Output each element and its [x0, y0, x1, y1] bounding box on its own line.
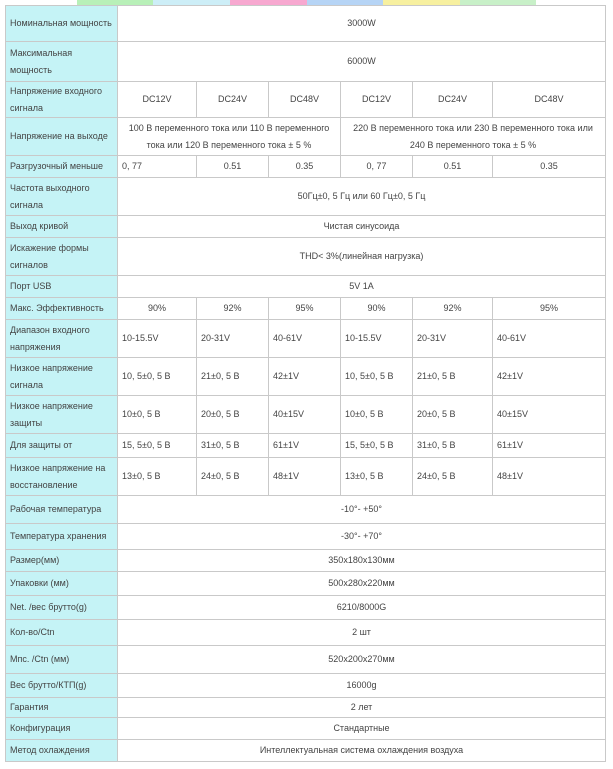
table-row — [6, 718, 606, 740]
cell-value: 10, 5±0, 5 В — [341, 358, 413, 396]
row-label: Макс. Эффективность — [6, 298, 118, 320]
row-label: Напряжение на выходе — [6, 118, 118, 156]
table-row — [6, 620, 606, 646]
cell-value: 20±0, 5 В — [413, 396, 493, 434]
cell-value: 15, 5±0, 5 В — [341, 434, 413, 458]
cell-value: 15, 5±0, 5 В — [118, 434, 197, 458]
row-value: 3000W — [118, 6, 606, 42]
cell-value: 20±0, 5 В — [197, 396, 269, 434]
cell-value: 10-15.5V — [118, 320, 197, 358]
table-row — [6, 550, 606, 572]
row-value: Интеллектуальная система охлаждения воздуха — [118, 740, 606, 762]
cell-value: 61±1V — [493, 434, 606, 458]
cell-value: 61±1V — [269, 434, 341, 458]
row-label: Низкое напряжение сигнала — [6, 358, 118, 396]
cell-value: 13±0, 5 В — [118, 458, 197, 496]
cell-value: 48±1V — [269, 458, 341, 496]
table-row — [6, 320, 606, 358]
cell-value: 0.35 — [493, 156, 606, 178]
cell-value: DC48V — [269, 82, 341, 118]
table-row — [6, 698, 606, 718]
row-value: -30°- +70° — [118, 524, 606, 550]
cell-value: 31±0, 5 В — [197, 434, 269, 458]
table-row — [6, 42, 606, 82]
row-label: Разгрузочный меньше — [6, 156, 118, 178]
row-value: 5V 1A — [118, 276, 606, 298]
row-label: Мпс. /Ctn (мм) — [6, 646, 118, 674]
row-label: Искажение формы сигналов — [6, 238, 118, 276]
cell-value: 40-61V — [493, 320, 606, 358]
table-row — [6, 496, 606, 524]
cell-value: 95% — [269, 298, 341, 320]
row-label: Вес брутто/КТП(g) — [6, 674, 118, 698]
row-value: -10°- +50° — [118, 496, 606, 524]
table-row — [6, 298, 606, 320]
cell-value: 100 В переменного тока или 110 В переменного тока или 120 В переменного тока ± 5 % — [118, 118, 341, 156]
row-label: Порт USB — [6, 276, 118, 298]
table-row — [6, 118, 606, 156]
table-row — [6, 434, 606, 458]
row-value: 2 лет — [118, 698, 606, 718]
row-label: Диапазон входного напряжения — [6, 320, 118, 358]
cell-value: 90% — [118, 298, 197, 320]
row-label: Метод охлаждения — [6, 740, 118, 762]
cell-value: 10-15.5V — [341, 320, 413, 358]
cell-value: 40-61V — [269, 320, 341, 358]
cell-value: 40±15V — [493, 396, 606, 434]
cell-value: 220 В переменного тока или 230 В переменного тока или 240 В переменного тока ± 5 % — [341, 118, 606, 156]
table-row — [6, 396, 606, 434]
cell-value: 0.51 — [413, 156, 493, 178]
row-label: Напряжение входного сигнала — [6, 82, 118, 118]
cell-value: DC24V — [413, 82, 493, 118]
cell-value: 13±0, 5 В — [341, 458, 413, 496]
row-value: 520x200x270мм — [118, 646, 606, 674]
table-row — [6, 238, 606, 276]
table-row — [6, 458, 606, 496]
cell-value: DC12V — [118, 82, 197, 118]
cell-value: 0, 77 — [341, 156, 413, 178]
cell-value: 24±0, 5 В — [413, 458, 493, 496]
row-label: Максимальная мощность — [6, 42, 118, 82]
row-label: Выход кривой — [6, 216, 118, 238]
row-label: Гарантия — [6, 698, 118, 718]
table-row — [6, 178, 606, 216]
cell-value: 21±0, 5 В — [197, 358, 269, 396]
table-row — [6, 6, 606, 42]
cell-value: 42±1V — [269, 358, 341, 396]
cell-value: 92% — [197, 298, 269, 320]
cell-value: 20-31V — [197, 320, 269, 358]
table-row — [6, 156, 606, 178]
cell-value: DC12V — [341, 82, 413, 118]
cell-value: DC48V — [493, 82, 606, 118]
row-label: Номинальная мощность — [6, 6, 118, 42]
cell-value: 0.35 — [269, 156, 341, 178]
row-label: Рабочая температура — [6, 496, 118, 524]
spec-table — [5, 5, 606, 762]
row-value: 50Гц±0, 5 Гц или 60 Гц±0, 5 Гц — [118, 178, 606, 216]
row-label: Net. /вес брутто(g) — [6, 596, 118, 620]
cell-value: 24±0, 5 В — [197, 458, 269, 496]
row-label: Упаковки (мм) — [6, 572, 118, 596]
row-label: Конфигурация — [6, 718, 118, 740]
row-value: 500x280x220мм — [118, 572, 606, 596]
cell-value: 42±1V — [493, 358, 606, 396]
row-label: Кол-во/Ctn — [6, 620, 118, 646]
cell-value: 10±0, 5 В — [341, 396, 413, 434]
cell-value: 90% — [341, 298, 413, 320]
cell-value: 31±0, 5 В — [413, 434, 493, 458]
row-value: Стандартные — [118, 718, 606, 740]
row-label: Для защиты от — [6, 434, 118, 458]
table-row — [6, 740, 606, 762]
cell-value: 0, 77 — [118, 156, 197, 178]
table-row — [6, 572, 606, 596]
row-value: Чистая синусоида — [118, 216, 606, 238]
table-row — [6, 524, 606, 550]
cell-value: 95% — [493, 298, 606, 320]
row-label: Низкое напряжение защиты — [6, 396, 118, 434]
cell-value: 10±0, 5 В — [118, 396, 197, 434]
cell-value: 40±15V — [269, 396, 341, 434]
cell-value: 10, 5±0, 5 В — [118, 358, 197, 396]
table-row — [6, 276, 606, 298]
cell-value: 21±0, 5 В — [413, 358, 493, 396]
row-value: 350x180x130мм — [118, 550, 606, 572]
table-row — [6, 596, 606, 620]
table-row — [6, 358, 606, 396]
row-label: Размер(мм) — [6, 550, 118, 572]
row-value: THD< 3%(линейная нагрузка) — [118, 238, 606, 276]
cell-value: 20-31V — [413, 320, 493, 358]
table-row — [6, 646, 606, 674]
table-row — [6, 216, 606, 238]
row-label: Температура хранения — [6, 524, 118, 550]
table-row — [6, 82, 606, 118]
row-label: Частота выходного сигнала — [6, 178, 118, 216]
cell-value: DC24V — [197, 82, 269, 118]
cell-value: 48±1V — [493, 458, 606, 496]
row-value: 6000W — [118, 42, 606, 82]
cell-value: 92% — [413, 298, 493, 320]
row-label: Низкое напряжение на восстановление — [6, 458, 118, 496]
row-value: 16000g — [118, 674, 606, 698]
cell-value: 0.51 — [197, 156, 269, 178]
table-row — [6, 674, 606, 698]
row-value: 6210/8000G — [118, 596, 606, 620]
row-value: 2 шт — [118, 620, 606, 646]
